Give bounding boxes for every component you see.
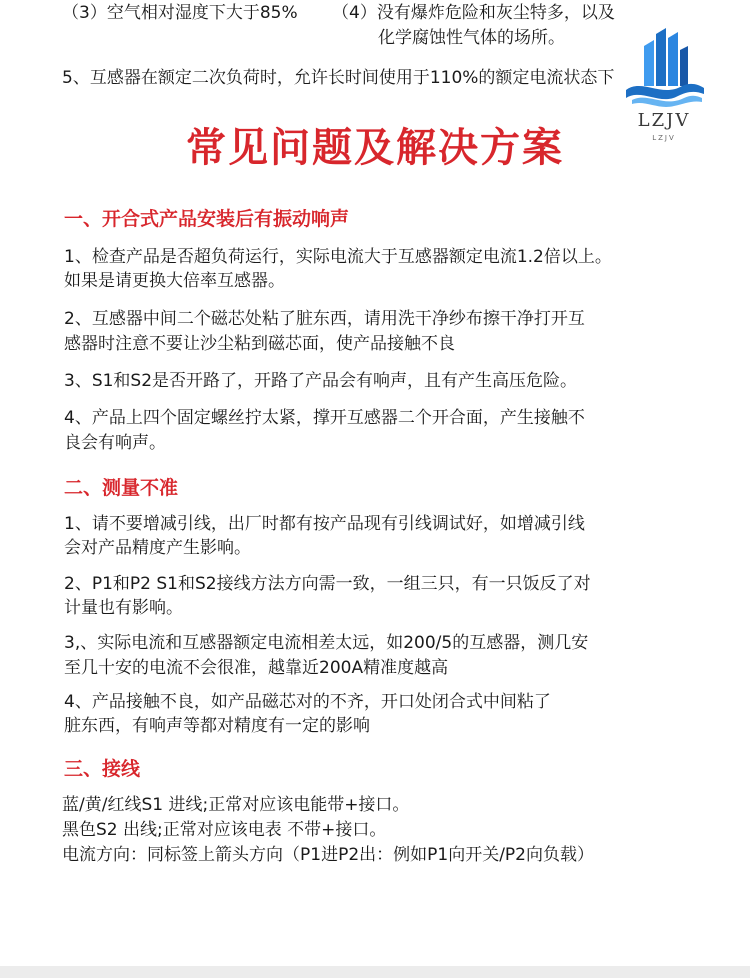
section3-line2: 黑色S2 出线;正常对应该电表 不带+接口。 <box>62 820 387 840</box>
section2-item4-line2: 脏东西，有响声等都对精度有一定的影响 <box>64 716 370 736</box>
section1-item3-line1: 3、S1和S2是否开路了，开路了产品会有响声，且有产生高压危险。 <box>64 371 578 391</box>
building-logo-icon <box>622 28 706 110</box>
page-title: 常见问题及解决方案 <box>186 125 564 171</box>
logo-subtext: LZJV <box>652 134 676 142</box>
section2-item3-line2: 至几十安的电流不会很准，越靠近200A精准度越高 <box>64 658 449 678</box>
section2-heading: 二、测量不准 <box>64 477 179 499</box>
section1-item1-line2: 如果是请更换大倍率互感器。 <box>64 271 285 291</box>
section3-line1: 蓝/黄/红线S1 进线;正常对应该电能带+接口。 <box>62 795 410 815</box>
section1-item2-line2: 感器时注意不要让沙尘粘到磁芯面，使产品接触不良 <box>64 334 455 354</box>
section2-item4-line1: 4、产品接触不良，如产品磁芯对的不齐，开口处闭合式中间粘了 <box>64 692 551 712</box>
footer-divider <box>0 966 750 978</box>
section2-item1-line2: 会对产品精度产生影响。 <box>64 538 251 558</box>
condition-4-line1: （4）没有爆炸危险和灰尘特多，以及 <box>332 3 615 23</box>
section2-item1-line1: 1、请不要增减引线，出厂时都有按产品现有引线调试好，如增减引线 <box>64 514 585 534</box>
section2-item2-line1: 2、P1和P2 S1和S2接线方法方向需一致，一组三只，有一只饭反了对 <box>64 574 591 594</box>
section1-item1-line1: 1、检查产品是否超负荷运行，实际电流大于互感器额定电流1.2倍以上。 <box>64 247 612 267</box>
condition-4-line2: 化学腐蚀性气体的场所。 <box>378 28 565 48</box>
section2-item2-line2: 计量也有影响。 <box>64 598 183 618</box>
section1-item2-line1: 2、互感器中间二个磁芯处粘了脏东西，请用洗干净纱布擦干净打开互 <box>64 309 585 329</box>
logo-wordmark: LZJV <box>637 110 691 131</box>
section1-heading: 一、开合式产品安装后有振动响声 <box>64 208 350 230</box>
section1-item4-line2: 良会有响声。 <box>64 433 166 453</box>
section3-line3: 电流方向：同标签上箭头方向（P1进P2出：例如P1向开关/P2向负载） <box>62 845 594 865</box>
section3-heading: 三、接线 <box>64 758 141 780</box>
section2-item3-line1: 3,、实际电流和互感器额定电流相差太远，如200/5的互感器，测几安 <box>64 633 589 653</box>
condition-3: （3）空气相对湿度下大于85% <box>62 3 298 23</box>
section1-item4-line1: 4、产品上四个固定螺丝拧太紧，撑开互感器二个开合面，产生接触不 <box>64 408 585 428</box>
note-5: 5、互感器在额定二次负荷时，允许长时间使用于110%的额定电流状态下 <box>62 68 615 88</box>
